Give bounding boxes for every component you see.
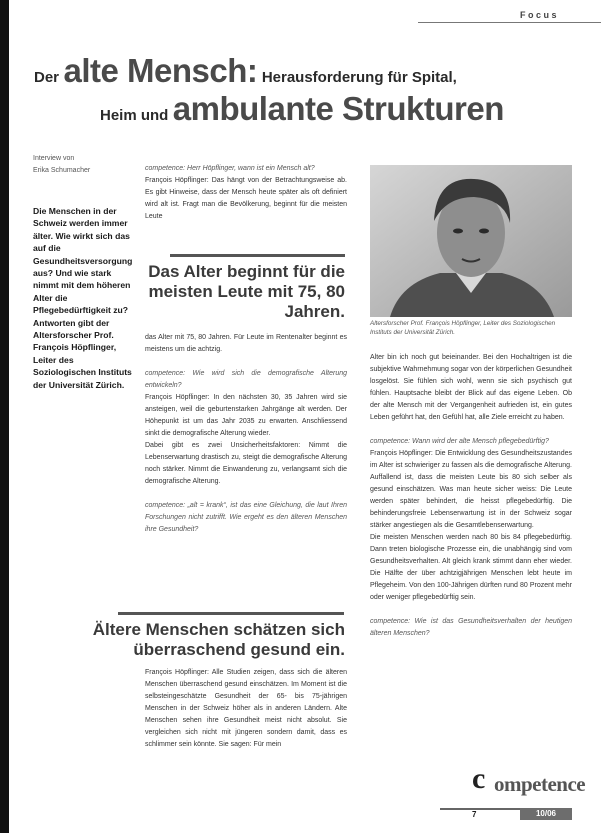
portrait-illustration [370, 165, 572, 317]
page-number: 7 [472, 810, 477, 819]
headline-line-1 [34, 52, 457, 90]
pullquote: Ältere Menschen schätzen sich überraschend gesund ein. [92, 620, 345, 659]
article-column-2b [145, 332, 347, 536]
answer-text: François Höpflinger: Das hängt von der Betrachtungsweise ab. Es gibt Hinweise, dass der Mensch heute später als oft definiert wird alt ist. Fragt man die Bevölkerung, beginnt für die meisten Leute [145, 177, 347, 220]
answer-text: François Höpflinger: Alle Studien zeigen, dass sich die älteren Menschen überraschend gesund einschätzen. Im Moment ist die selbsteingeschätzte Gesundheit der 65- bis 75-jährigen Menschen in der Schweiz höher als in anderen Ländern. Alte Menschen sehen ihre Gesundheit meist nicht absolut. Sie vergleichen sich nicht mit jüngeren sondern damit, dass es schlimmer sein könnte. Sie sagen: Für mein [145, 669, 347, 748]
question-text: competence: „alt = krank“, ist das eine Gleichung, die laut Ihren Forschungen nicht zutrifft. Wie ergeht es den älteren Menschen ihre Gesundheit? [145, 502, 347, 533]
portrait-photo [370, 165, 572, 317]
headline-word: Herausforderung für Spital, [261, 69, 457, 86]
article-column-3 [370, 352, 572, 640]
answer-text: Dabei gibt es zwei Unsicherheitsfaktoren: Nimmt die Lebenserwartung drastisch zu, steigt die demografische Alterung noch stärker. Nimmt die Einwanderung zu, verlangsamt sich die demografische Alterung. [145, 442, 347, 485]
logo-initial: c [472, 762, 486, 795]
article-column-2a [145, 163, 347, 223]
answer-text: Alter bin ich noch gut beieinander. Bei den Hochaltrigen ist die subjektive Wahrnehmung sogar von der körperlichen Gesundheit losgelöst. Sie fühlen sich wohl, wenn sie sich psychisch gut fühlen. Hauptsache bleibt der Blick auf das eigene Leben. Ob der alte Mensch mit der Vergangenheit aufrieden ist, ein gutes Leben geführt hat, den Gefühl hat, alle Ziele erreicht zu haben. [370, 354, 572, 421]
headline-line-2 [100, 90, 504, 128]
pullquote: Das Alter beginnt für die meisten Leute mit 75, 80 Jahren. [148, 262, 345, 321]
headline-word-large: ambulante Strukturen [172, 90, 504, 127]
pullquote-rule [118, 612, 344, 615]
question-text: competence: Herr Höpflinger, wann ist ein Mensch alt? [145, 165, 315, 172]
answer-text: François Höpflinger: In den nächsten 30, 35 Jahren wird sie ansteigen, weil die geburtenstarken Jahrgänge alt werden. Der Höhepunkt ist um das Jahr 2035 zu erwarten. Anschliessend sinkt die demografische Alterung wieder. [145, 394, 347, 437]
photo-caption: Altersforscher Prof. François Höpflinger, Leiter des Soziologischen Instituts der Universität Zürich. [370, 320, 556, 336]
question-text: competence: Wann wird der alte Mensch pflegebedürftig? [370, 438, 549, 445]
logo-wordmark: ompetence [494, 772, 586, 796]
answer-text: François Höpflinger: Die Entwicklung des Gesundheitszustandes im Alter ist schwieriger zu fassen als die demografische Alterung. Auffallend ist, dass die meisten Leute bis 80 sich selber als gesund einschätzen. Was man heute sicher weiss: Die Leute werden später behindert, die heisst pflegebedürftig. Die behinderungsfreie Lebenserwartung ist in der Schweiz sogar stärker angestiegen als die Gesamtlebenserwartung. [370, 450, 572, 529]
footer-rule [440, 808, 520, 810]
header-rule [418, 22, 601, 23]
byline-label: Interview von [33, 155, 75, 162]
article-column-2c [145, 667, 347, 751]
issue-badge: 10/06 [520, 808, 572, 820]
headline-word-large: alte Mensch: [63, 52, 258, 89]
headline-word: Der [34, 69, 60, 86]
question-text: competence: Wie wird sich die demografische Alterung entwickeln? [145, 370, 347, 389]
headline-word: Heim und [100, 107, 169, 124]
pullquote-rule [170, 254, 345, 257]
page-edge-bar [0, 0, 9, 833]
answer-text: das Alter mit 75, 80 Jahren. Für Leute im Rentenalter beginnt es meistens um die achtzig. [145, 334, 347, 353]
byline-author: Erika Schumacher [33, 167, 91, 174]
section-label: Focus [520, 10, 560, 20]
byline [33, 153, 99, 177]
answer-text: Die meisten Menschen werden nach 80 bis 84 pflegebedürftig. Dann treten biologische Prozesse ein, die unabhängig sind vom Gesundheitsverhalten. Alt gleich krank stimmt dann eher wieder. Die Hälfte der über achtzigjährigen Menschen lebt heute im Pflegeheim. Von den 100-Jährigen dürften rund 80 Prozent mehr oder weniger pflegebedürftig sein. [370, 534, 572, 601]
competence-logo [472, 762, 586, 800]
question-text: competence: Wie ist das Gesundheitsverhalten der heutigen älteren Menschen? [370, 618, 572, 637]
intro-text: Die Menschen in der Schweiz werden immer älter. Wie wirkt sich das auf die Gesundheitsversorgung aus? Und wie stark nimmt mit dem höheren Alter die Pflegebedürftigkeit zu? Antworten gibt der Altersforscher Prof. François Höpflinger, Leiter des Soziologischen Instituts der Universität Zürich. [33, 206, 133, 390]
